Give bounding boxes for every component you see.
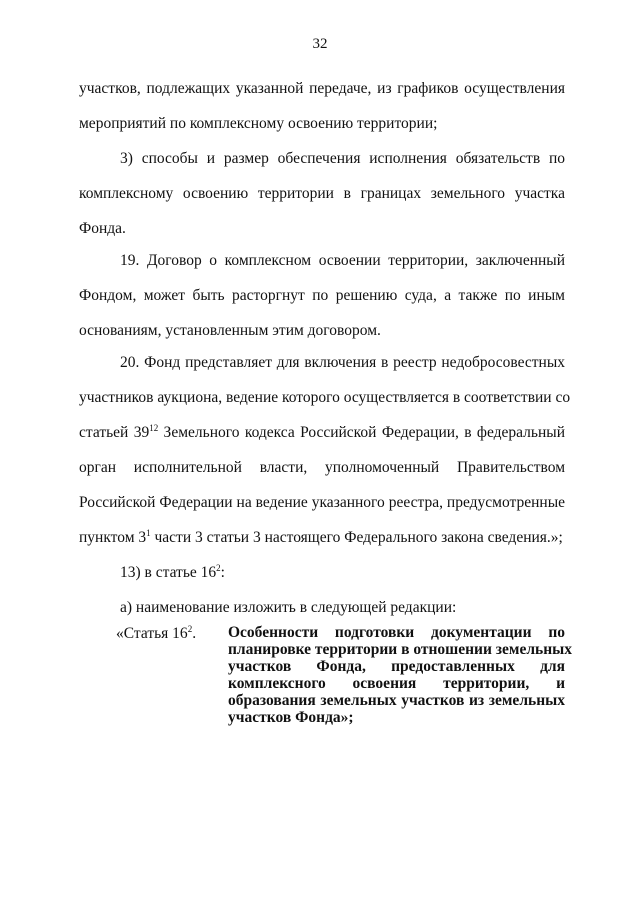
paragraph-19 bbox=[79, 243, 565, 348]
paragraph-item-3 bbox=[79, 141, 565, 246]
text-line: статьей $39^{12}$ Земельного кодекса Российской Федерации, в федеральный bbox=[79, 422, 565, 441]
text-line: участников аукциона, ведение которого осуществляется в соответствии со bbox=[79, 389, 571, 406]
paragraph-13 bbox=[79, 555, 565, 590]
article-label: «Статья $16^2$. bbox=[116, 623, 197, 642]
text-line: комплексному освоению территории в границах земельного участка bbox=[79, 185, 565, 202]
title-line: Особенности подготовки документации по bbox=[228, 624, 565, 641]
text-line: 3) способы и размер обеспечения исполнения обязательств по bbox=[120, 150, 565, 167]
text-line: 19. Договор о комплексном освоении территории, заключенный bbox=[120, 252, 565, 269]
superscript: 2 bbox=[216, 562, 221, 573]
text-line: Фондом, может быть расторгнут по решению суда, а также по иным bbox=[79, 287, 565, 304]
text-line: 20. Фонд представляет для включения в реестр недобросовестных bbox=[120, 354, 565, 371]
text-line: а) наименование изложить в следующей редакции: bbox=[120, 599, 457, 616]
text-line: 13) в статье $16^2$: bbox=[120, 562, 225, 581]
article-title bbox=[228, 624, 573, 726]
paragraph-continuation bbox=[79, 71, 565, 141]
superscript: 2 bbox=[187, 623, 193, 634]
title-line: планировке территории в отношении земельных bbox=[228, 641, 573, 658]
superscript: 1 bbox=[146, 527, 151, 538]
paragraph-20 bbox=[79, 345, 571, 555]
page-number: 32 bbox=[312, 36, 328, 52]
title-line: комплексного освоения территории, и bbox=[228, 675, 565, 692]
text-line: пунктом $3^1$ части 3 статьи 3 настоящего Федерального закона сведения.»; bbox=[79, 527, 563, 546]
superscript: 12 bbox=[149, 422, 159, 433]
paragraph-a bbox=[79, 590, 565, 625]
text-line: Российской Федерации на ведение указанного реестра, предусмотренные bbox=[79, 494, 565, 511]
text-line: мероприятий по комплексному освоению территории; bbox=[79, 115, 438, 132]
title-line: образования земельных участков из земельных bbox=[228, 692, 565, 709]
title-line: участков Фонда, предоставленных для bbox=[228, 658, 565, 675]
title-line: участков Фонда»; bbox=[228, 709, 354, 726]
text-line: Фонда. bbox=[79, 220, 126, 237]
text-line: участков, подлежащих указанной передаче, из графиков осуществления bbox=[79, 80, 565, 97]
text-line: орган исполнительной власти, уполномоченный Правительством bbox=[79, 459, 565, 476]
text-line: основаниям, установленным этим договором. bbox=[79, 322, 381, 339]
